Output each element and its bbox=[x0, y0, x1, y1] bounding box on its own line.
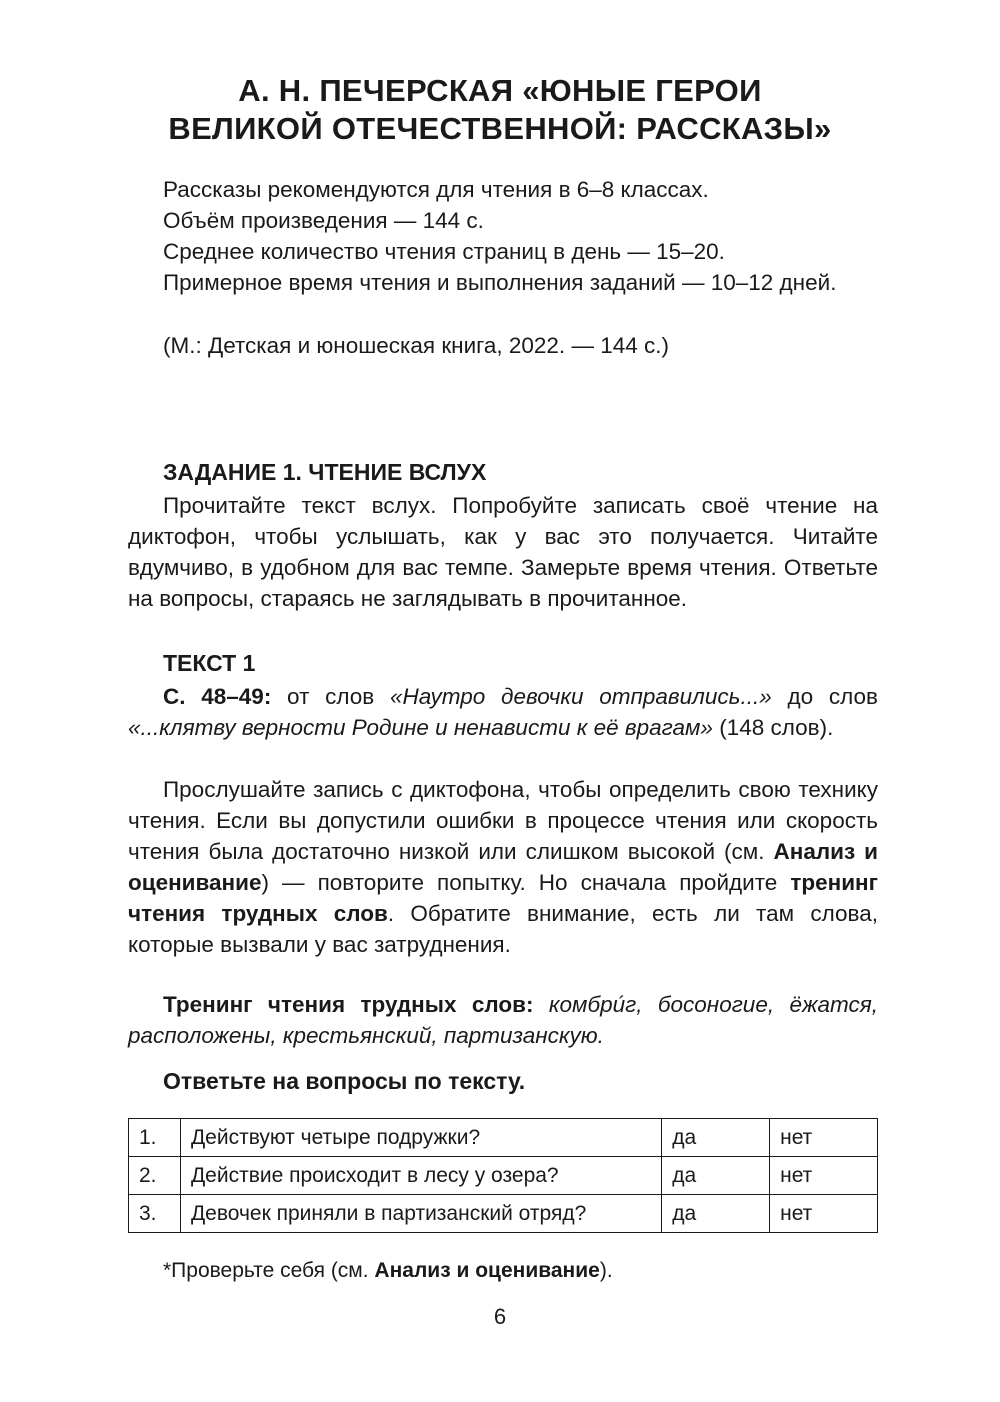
answer-yes: да bbox=[662, 1119, 770, 1157]
text1-heading: ТЕКСТ 1 bbox=[163, 650, 256, 676]
task1-text: Прочитайте текст вслух. Попробуйте записать своё чтение на диктофон, чтобы услышать, как у вас это получается. Читайте вдумчиво, в удобном для вас темпе. Замерьте время чтения. Ответьте на вопросы, стараясь не заглядывать в прочитанное. bbox=[128, 493, 878, 611]
footnote bbox=[163, 1256, 613, 1286]
text1-ref-quote-end: «...клятву верности Родине и ненависти к её врагам» bbox=[128, 715, 713, 740]
text1-ref-from: от слов bbox=[271, 684, 390, 709]
training-words bbox=[128, 989, 878, 1051]
listen-ref-analysis: Анализ и оценивание bbox=[128, 839, 878, 895]
task1-heading: ЗАДАНИЕ 1. ЧТЕНИЕ ВСЛУХ bbox=[163, 459, 487, 485]
title-line-2: ВЕЛИКОЙ ОТЕЧЕСТВЕННОЙ: РАССКАЗЫ» bbox=[168, 111, 832, 146]
question-text: Девочек приняли в партизанский отряд? bbox=[180, 1195, 661, 1233]
text1-ref-count: (148 слов). bbox=[712, 715, 834, 740]
answer-no: нет bbox=[770, 1119, 878, 1157]
intro-reading-time: Примерное время чтения и выполнения заданий — 10–12 дней. bbox=[163, 270, 837, 295]
intro-publisher: (М.: Детская и юношеская книга, 2022. — 144 с.) bbox=[163, 333, 669, 358]
text1-ref-pages: С. 48–49: bbox=[163, 684, 272, 709]
question-number: 2. bbox=[129, 1157, 181, 1195]
question-number: 1. bbox=[129, 1119, 181, 1157]
listen-ref-training: тренинг чтения трудных слов bbox=[128, 870, 878, 926]
listen-text-1: Прослушайте запись с диктофона, чтобы определить свою технику чтения. Если вы допустили ошибки в процессе чтения или скорость чтения была достаточно низкой или слишком высокой (см. bbox=[128, 777, 878, 864]
training-label: Тренинг чтения трудных слов: bbox=[163, 992, 534, 1017]
answer-yes: да bbox=[662, 1157, 770, 1195]
question-text: Действие происходит в лесу у озера? bbox=[180, 1157, 661, 1195]
questions-heading: Ответьте на вопросы по тексту. bbox=[163, 1068, 526, 1094]
answer-yes: да bbox=[662, 1195, 770, 1233]
questions-table bbox=[128, 1118, 878, 1233]
training-word-list: комбри́г, босоногие, ёжатся, расположены, крестьянский, партизанскую. bbox=[128, 992, 878, 1048]
title-line-1: А. Н. ПЕЧЕРСКАЯ «ЮНЫЕ ГЕРОИ bbox=[238, 73, 762, 108]
footnote-suffix: ). bbox=[599, 1259, 613, 1282]
text1-reference bbox=[128, 681, 878, 743]
intro-volume: Объём произведения — 144 с. bbox=[163, 208, 484, 233]
listen-text-3: . Обратите внимание, есть ли там слова, которые вызвали у вас затруднения. bbox=[128, 901, 878, 957]
table-row bbox=[129, 1119, 878, 1157]
text1-ref-quote-start: «Наутро девочки отправились...» bbox=[389, 684, 772, 709]
answer-no: нет bbox=[770, 1195, 878, 1233]
question-text: Действуют четыре подружки? bbox=[180, 1119, 661, 1157]
table-row bbox=[129, 1195, 878, 1233]
listen-instructions bbox=[128, 774, 878, 960]
page-title bbox=[100, 72, 900, 148]
table-row bbox=[129, 1157, 878, 1195]
footnote-prefix: *Проверьте себя (см. bbox=[163, 1259, 375, 1282]
footnote-ref-analysis: Анализ и оценивание bbox=[374, 1259, 600, 1282]
listen-text-2: ) — повторите попытку. Но сначала пройдите bbox=[261, 870, 791, 895]
question-number: 3. bbox=[129, 1195, 181, 1233]
page-number: 6 bbox=[493, 1304, 507, 1329]
intro-grade: Рассказы рекомендуются для чтения в 6–8 классах. bbox=[163, 177, 709, 202]
intro-pages-per-day: Среднее количество чтения страниц в день — 15–20. bbox=[163, 239, 725, 264]
answer-no: нет bbox=[770, 1157, 878, 1195]
text1-ref-to: до слов bbox=[771, 684, 878, 709]
